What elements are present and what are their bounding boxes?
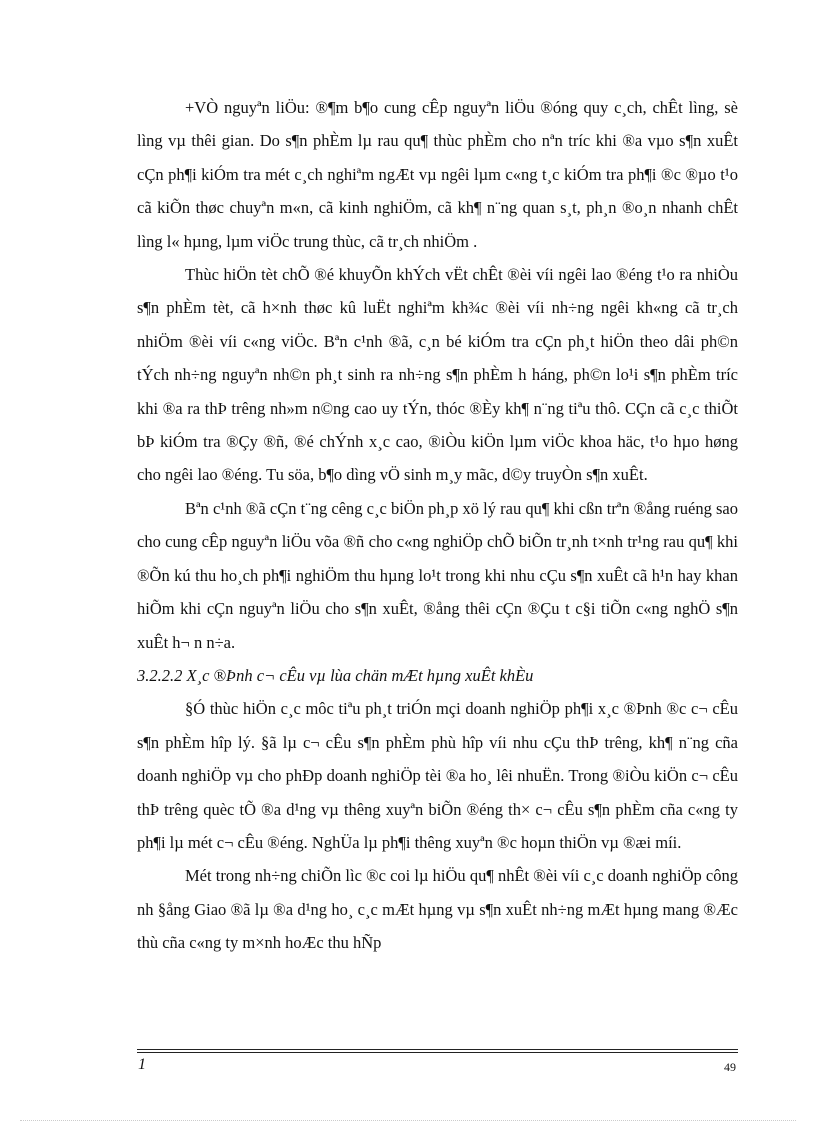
paragraph-incentives: Thùc hiÖn tèt chÕ ®é khuyÕn khÝch vËt chÊt ®èi víi ngêi lao ®éng t¹o ra nhiÒu s¶n phÈm tèt, cã h×nh thøc kû luËt nghiªm kh¾c ®èi víi nh÷ng ngêi kh«ng cã tr¸ch nhiÖm ®èi víi c«ng viÖc. Bªn c¹nh ®ã, c¸n bé kiÓm tra cÇn ph¸t hiÖn theo dâi ph©n tÝch nh÷ng nguyªn nh©n ph¸t sinh ra nh÷ng s¶n phÈm h háng, ph©n lo¹i s¶n phÈm tríc khi ®a ra thÞ trêng nh»m n©ng cao uy tÝn, thóc ®Èy kh¶ n¨ng tiªu thô. CÇn cã c¸c thiÕt bÞ kiÓm tra ®Çy ®ñ, ®é chÝnh x¸c cao, ®iÒu kiÖn lµm viÖc khoa häc, t¹o hµo høng cho ngêi lao ®éng. Tu söa, b¶o dìng vÖ sinh m¸y mãc, d©y truyÒn s¶n xuÊt.	[137, 265, 738, 485]
footer-left-mark: 1	[138, 1056, 146, 1073]
paragraph-field-processing: Bªn c¹nh ®ã cÇn t¨ng cêng c¸c biÖn ph¸p xö lý rau qu¶ khi cßn trªn ®ång ruéng sao cho cung cÊp nguyªn liÖu võa ®ñ cho c«ng nghiÖp chÕ biÕn tr¸nh t×nh tr¹ng rau qu¶ khi ®Õn kú thu ho¸ch ph¶i nghiÖm thu hµng lo¹t trong khi nhu cÇu s¶n xuÊt cã h¹n hay khan hiÕm khi cÇn nguyªn liÖu cho s¶n xuÊt, ®ång thêi cÇn ®Çu t c§i tiÕn c«ng nghÖ s¶n xuÊt h¬ n n÷a.	[137, 498, 738, 652]
footer-rule-bottom	[137, 1052, 738, 1053]
paragraph-strategy: Mét trong nh÷ng chiÕn lìc ®c coi lµ hiÖu qu¶ nhÊt ®èi víi c¸c doanh nghiÖp công nh §ång Giao ®ã lµ ®a d¹ng ho¸ c¸c mÆt hµng vµ s¶n xuÊt nh÷ng mÆt hµng mang ®Æc thù cña c«ng ty m×nh hoÆc thu hÑp	[137, 866, 738, 953]
page-edge-divider	[20, 1120, 796, 1121]
body-text	[137, 91, 738, 960]
page-number: 49	[724, 1060, 736, 1074]
paragraph-product-structure: §Ó thùc hiÖn c¸c môc tiªu ph¸t triÓn mçi doanh nghiÖp ph¶i x¸c ®Þnh ®c c¬ cÊu s¶n phÈm hîp lý. §ã lµ c¬ cÊu s¶n phÈm phù hîp víi nhu cÇu thÞ trêng, kh¶ n¨ng cña doanh nghiÖp vµ cho phÐp doanh nghiÖp tèi ®a ho¸ lêi nhuËn. Trong ®iÒu kiÖn c¬ cÊu thÞ trêng quèc tÕ ®a d¹ng vµ thêng xuyªn biÕn ®éng th× c¬ cÊu s¶n phÈm cña c«ng ty ph¶i lµ mét c¬ cÊu ®éng. NghÜa lµ ph¶i thêng xuyªn ®c hoµn thiÖn vµ ®æi míi.	[137, 699, 738, 852]
section-heading: 3.2.2.2 X¸c ®Þnh c¬ cÊu vµ lùa chän mÆt hµng xuÊt khÈu	[137, 665, 534, 685]
paragraph-raw-material: +VÒ nguyªn liÖu: ®¶m b¶o cung cÊp nguyªn liÖu ®óng quy c¸ch, chÊt lìng, sè lìng vµ thêi gian. Do s¶n phÈm lµ rau qu¶ thùc phÈm cho nªn tríc khi ®a vµo s¶n xuÊt cÇn ph¶i kiÓm tra mét c¸ch nghiªm ngÆt vµ ngêi lµm c«ng t¸c kiÓm tra ph¶i ®c ®µo t¹o cã kiÕn thøc chuyªn m«n, cã kinh nghiÖm, cã kh¶ n¨ng quan s¸t, ph¸n ®o¸n nhanh chÊt lìng l« hµng, lµm viÖc trung thùc, cã tr¸ch nhiÖm .	[137, 98, 738, 251]
footer-rule-top	[137, 1049, 738, 1050]
